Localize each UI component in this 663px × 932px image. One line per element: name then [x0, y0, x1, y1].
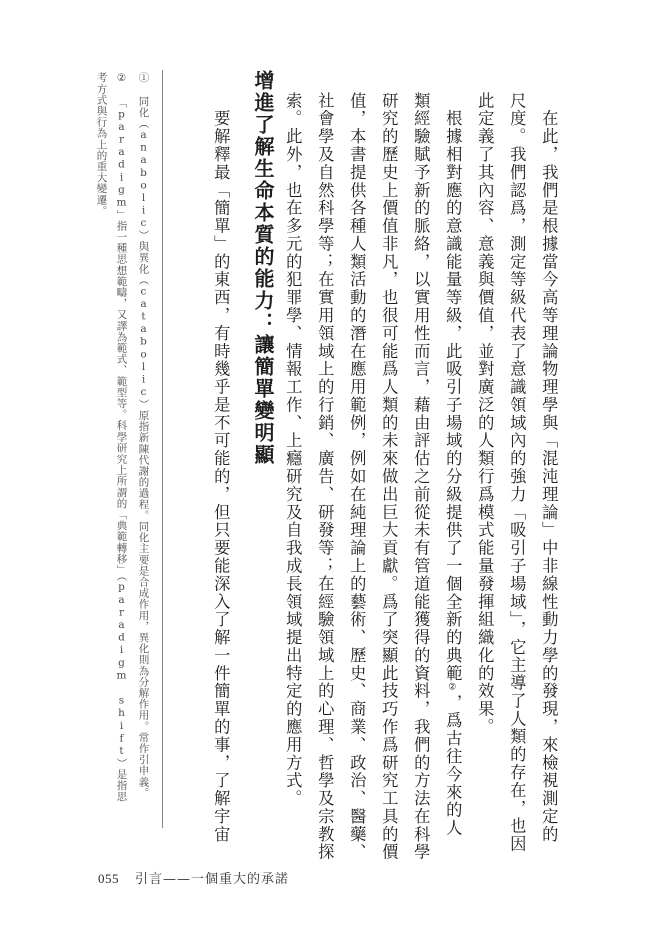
text-line: 社會學及自然科學等；在實用領域上的行銷、廣告、研發等；在經驗領域上的心理、哲學及宗教探	[315, 92, 335, 862]
footnote: ① 同化（anabolic）與異化（catabolic）原指新陳代謝的過程。同化主要是合成作用，異化則為分解作用。常作引申義。	[137, 72, 150, 799]
footnote: 考方式與行為上的重大變遷。	[95, 72, 108, 217]
text-line: 尺度。我們認爲，測定等級代表了意識領域內的強力「吸引子場域」，它主導了人類的存在，也因	[507, 92, 527, 854]
text-line: 索。此外，也在多元的犯罪學、情報工作、上癮研究及自我成長領域提出特定的應用方式。	[283, 92, 303, 808]
text-segment: 根據相對應的意識能量等級，此吸引子場域的分級提供了一個全新的典範	[443, 92, 463, 683]
text-line: 此定義了其內容、意義與價值，並對廣泛的人類行爲模式能量發揮組織化的效果。	[475, 92, 495, 737]
text-line: 在此，我們是根據當今高等理論物理學與「混沌理論」中非線性動力學的發現，來檢視測定的	[539, 92, 559, 844]
text-line-with-footnote-ref	[443, 92, 463, 838]
text-line: 類經驗賦予新的脈絡，以實用性而言，藉由評估之前從未有管道能獲得的資料，我們的方法在科學	[411, 92, 431, 862]
footnote-divider	[162, 70, 163, 828]
footnote: ② 「paradigm」指一種思想範疇，又譯為範式、範型等。科學研究上所謂的「典範轉移」（paradigm shift）是指思	[115, 72, 128, 803]
running-title: 引言——一個重大的承諾	[135, 872, 290, 887]
text-line: 研究的歷史上價值非凡，也很可能爲人類的未來做出巨大貢獻。爲了突顯此技巧作爲研究工具的價	[379, 92, 399, 862]
footnote-reference: ②	[447, 682, 458, 694]
text-line: 要解釋最「簡單」的東西，有時幾乎是不可能的，但只要能深入了解一件簡單的事，了解宇宙	[211, 92, 231, 844]
page-number: 055	[98, 871, 119, 886]
text-segment: ，爲古往今來的人	[443, 693, 463, 838]
text-line: 值，本書提供各種人類活動的潛在應用範例，例如在純理論上的藝術、歷史、商業、政治、醫藥、	[347, 92, 367, 862]
page-footer	[98, 868, 289, 887]
section-heading: 增進了解生命本質的能力：讓簡單變明顯	[251, 70, 275, 466]
